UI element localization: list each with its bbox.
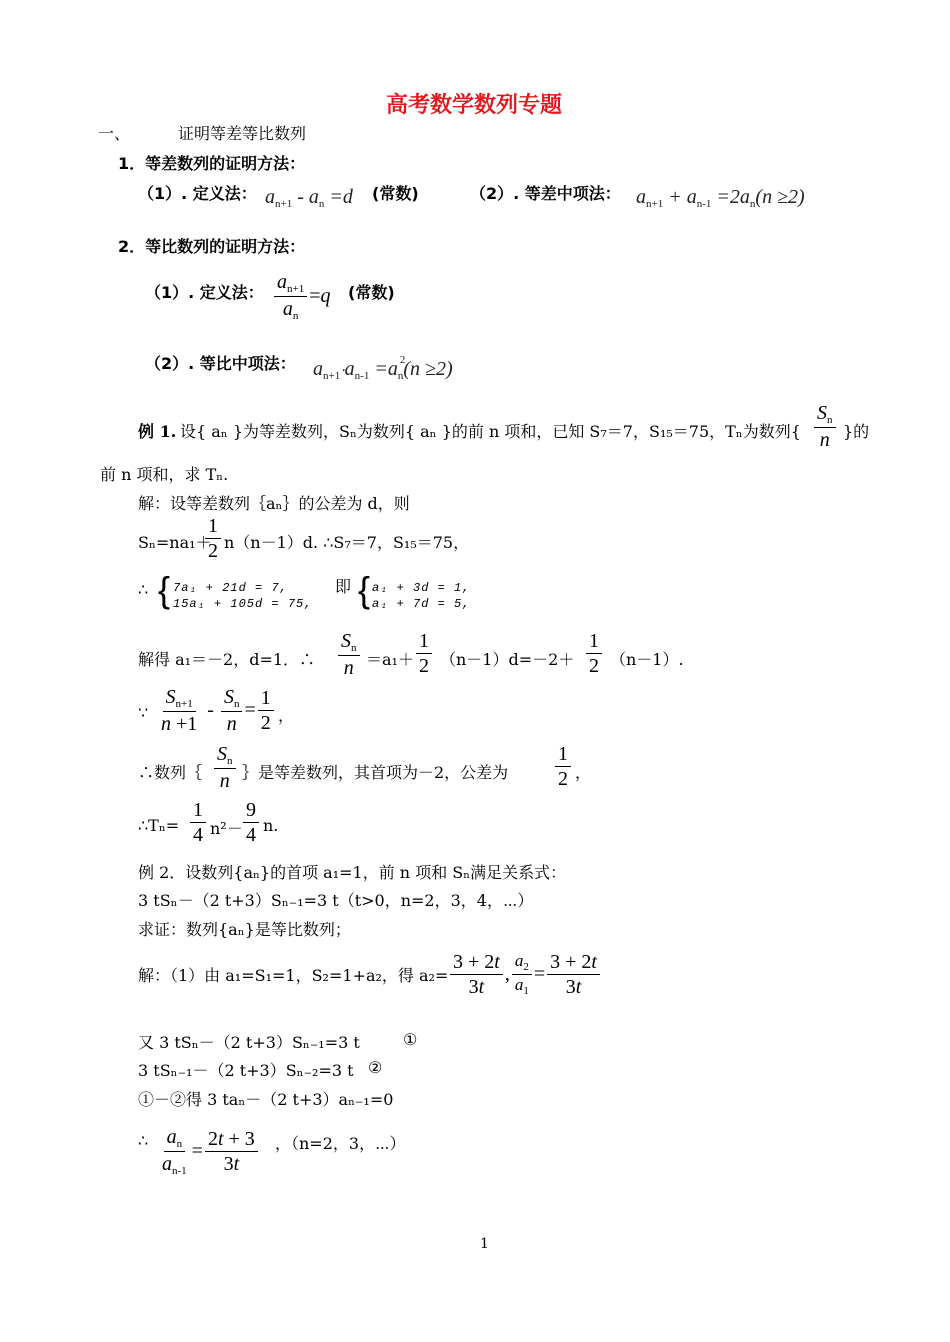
- fraction-one-half-2: $\frac{1}{2}$: [414, 630, 434, 677]
- formula-a2-ratio: $\frac{3 + 2t}{3t}$ , $\frac{a_2}{a_1}$ = $\frac{3 + 2t}{3t}$: [448, 951, 602, 998]
- solution1-line1: 解：设等差数列｛aₙ｝的公差为 d，则: [138, 494, 410, 513]
- item1-method1-note: (常数): [372, 184, 419, 203]
- example1-statement: 设{ aₙ }为等差数列，Sₙ为数列{ aₙ }的前 n 项和，已知 S₇＝7，S₁₅＝75，Tₙ为数列{: [180, 422, 801, 441]
- solution1-line2b: n（n－1）d. ∴S₇＝7，S₁₅＝75，: [224, 533, 470, 552]
- equation-1: 又 3 tSₙ－（2 t+3）Sₙ₋₁=3 t: [138, 1033, 360, 1052]
- section-title: 证明等差等比数列: [178, 124, 307, 143]
- example1-label: 例 1.: [138, 422, 177, 441]
- fraction-one-half-3: $\frac{1}{2}$: [584, 630, 604, 677]
- item2-heading: 2．等比数列的证明方法：: [118, 237, 306, 256]
- example1-statement-end: }的: [843, 422, 870, 441]
- therefore-symbol: ∴: [138, 580, 149, 599]
- item1-method2-label: （2）. 等差中项法：: [470, 184, 621, 203]
- fraction-sn-over-n: $\frac{S_n}{n}$: [812, 402, 838, 451]
- example1-statement-2: 前 n 项和，求 Tₙ.: [100, 465, 229, 484]
- formula-geometric-middle: $a_{n+1}\cdot a_{n-1} =a_{n 2}$ (n ≥2): [313, 354, 453, 382]
- system-brace-left: {: [158, 569, 171, 610]
- equation-difference: ①－②得 3 taₙ－（2 t+3）aₙ₋₁=0: [138, 1090, 394, 1109]
- equation-1-marker: ①: [403, 1030, 418, 1049]
- example2-relation: 3 tSₙ－（2 t+3）Sₙ₋₁=3 t（t>0，n=2，3，4，⋯）: [138, 891, 534, 910]
- document-title: 高考数学数列专题: [386, 93, 563, 118]
- solution1-line4d: （n－1）.: [610, 650, 684, 669]
- solution1-line4c: （n－1）d=－2＋: [440, 650, 575, 669]
- fraction-one-half: $\frac{1}{2}$: [203, 515, 223, 562]
- example2-statement: 例 2．设数列{aₙ}的首项 a₁=1，前 n 项和 Sₙ满足关系式：: [138, 863, 567, 882]
- fraction-one-half-4: $\frac{1}{2}$: [553, 743, 573, 790]
- formula-geometric-definition: $\frac{a_{n+1}}{a_n}$ =q: [272, 271, 331, 322]
- fraction-sn-over-n-3: $\frac{S_n}{n}$: [212, 743, 238, 792]
- formula-arithmetic-middle: $a_{n+1} + a_{n-1} =2a_n(n \ge 2)$: [636, 186, 805, 210]
- example2-question: 求证：数列{aₙ}是等比数列；: [138, 920, 351, 939]
- equation-2: 3 tSₙ₋₁－（2 t+3）Sₙ₋₂=3 t: [138, 1061, 354, 1080]
- item2-method1-label: （1）. 定义法：: [145, 283, 264, 302]
- solution2-line1: 解：（1）由 a₁=S₁=1，S₂=1+a₂，得 a₂=: [138, 966, 449, 985]
- item2-method1-note: (常数): [348, 283, 395, 302]
- solution1-line2a: Sₙ=na₁＋: [138, 533, 212, 552]
- section-number: 一、: [98, 124, 131, 143]
- ji-label: 即: [335, 577, 352, 596]
- system-left-eq2: 15a₁ + 105d = 75,: [173, 597, 313, 611]
- page-number: 1: [480, 1236, 489, 1252]
- system-left-eq1: 7a₁ + 21d = 7,: [173, 581, 288, 595]
- conclusion-therefore: ∴: [138, 1131, 149, 1150]
- solution1-line7b: n²－: [210, 819, 243, 838]
- conclusion-range: ，（n=2，3，⋯）: [275, 1134, 406, 1153]
- fraction-one-quarter: $\frac{1}{4}$: [188, 799, 208, 846]
- equation-2-marker: ②: [368, 1058, 383, 1077]
- because-symbol: ∵: [138, 703, 149, 722]
- solution1-line7a: ∴Tₙ=: [138, 816, 180, 835]
- item2-method2-label: （2）. 等比中项法：: [145, 354, 296, 373]
- item1-method1-label: （1）. 定义法：: [138, 184, 257, 203]
- solution1-line6a: ∴数列｛: [138, 763, 203, 782]
- solution1-line6b: ｝是等差数列，其首项为－2，公差为: [242, 763, 509, 782]
- system-right-eq2: a₁ + 7d = 5,: [372, 597, 471, 611]
- system-brace-right: {: [358, 569, 371, 610]
- solution1-line4a: 解得 a₁＝－2，d=1．∴: [138, 650, 316, 669]
- item1-heading: 1．等差数列的证明方法：: [118, 154, 306, 173]
- fraction-sn-over-n-2: $\frac{S_n}{n}$: [336, 630, 362, 679]
- solution1-line5-end: ，: [278, 706, 295, 725]
- formula-difference: $\frac{S_{n+1}}{n +1}$ - $\frac{S_n}{n}$ = $\frac{1}{2}$: [156, 686, 276, 735]
- solution1-line7c: n.: [263, 816, 279, 835]
- system-right-eq1: a₁ + 3d = 1,: [372, 581, 471, 595]
- formula-arithmetic-definition: $a_{n+1} - a_n =d$: [265, 186, 353, 210]
- formula-ratio-conclusion: $\frac{a_n}{a_{n-1}}$ = $\frac{2t + 3}{3t}$: [157, 1126, 260, 1177]
- solution1-line4b: ＝a₁＋: [366, 650, 414, 669]
- solution1-line6c: ，: [575, 763, 592, 782]
- fraction-nine-quarters: $\frac{9}{4}$: [241, 799, 261, 846]
